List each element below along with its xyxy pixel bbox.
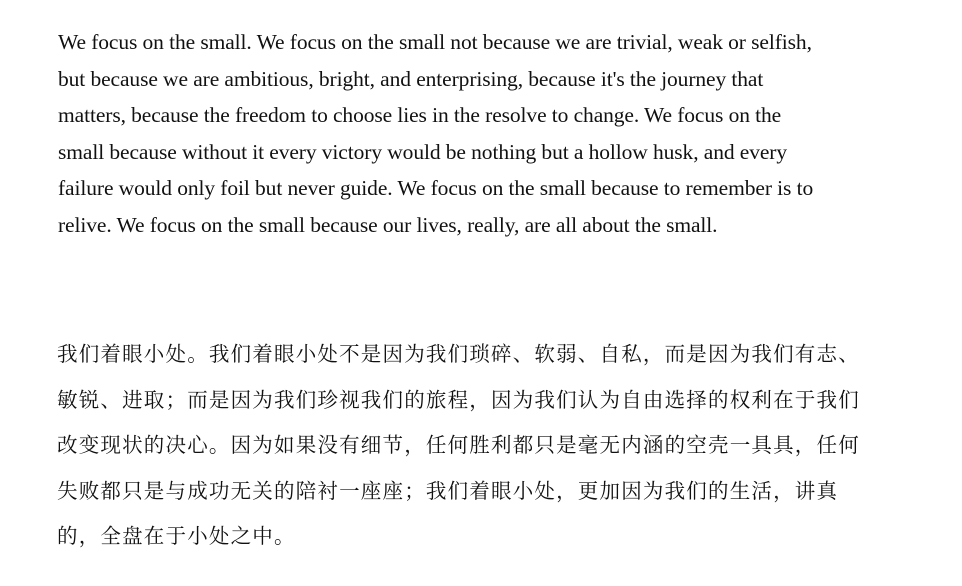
chinese-line: 的，全盘在于小处之中。 [57,524,296,548]
chinese-paragraph [57,332,917,560]
english-line: failure would only foil but never guide. We focus on the small because to remember is to [58,176,814,201]
english-line: We focus on the small. We focus on the small not because we are trivial, weak or selfish, [58,30,812,54]
chinese-line: 失败都只是与成功无关的陪衬一座座；我们着眼小处，更加因为我们的生活，讲真 [57,478,839,503]
english-line: relive. We focus on the small because our lives, really, are all about the small. [58,212,718,237]
chinese-line: 我们着眼小处。我们着眼小处不是因为我们琐碎、软弱、自私，而是因为我们有志、 [57,342,860,366]
english-line: small because without it every victory would be nothing but a hollow husk, and every [58,139,788,164]
english-line: matters, because the freedom to choose lies in the resolve to change. We focus on the [58,103,782,128]
chinese-line: 改变现状的决心。因为如果没有细节，任何胜利都只是毫无内涵的空壳一具具，任何 [57,433,860,457]
english-paragraph [58,24,908,244]
english-line: but because we are ambitious, bright, and enterprising, because it's the journey that [58,66,764,91]
chinese-line: 敏锐、进取；而是因为我们珍视我们的旅程，因为我们认为自由选择的权利在于我们 [57,387,860,412]
